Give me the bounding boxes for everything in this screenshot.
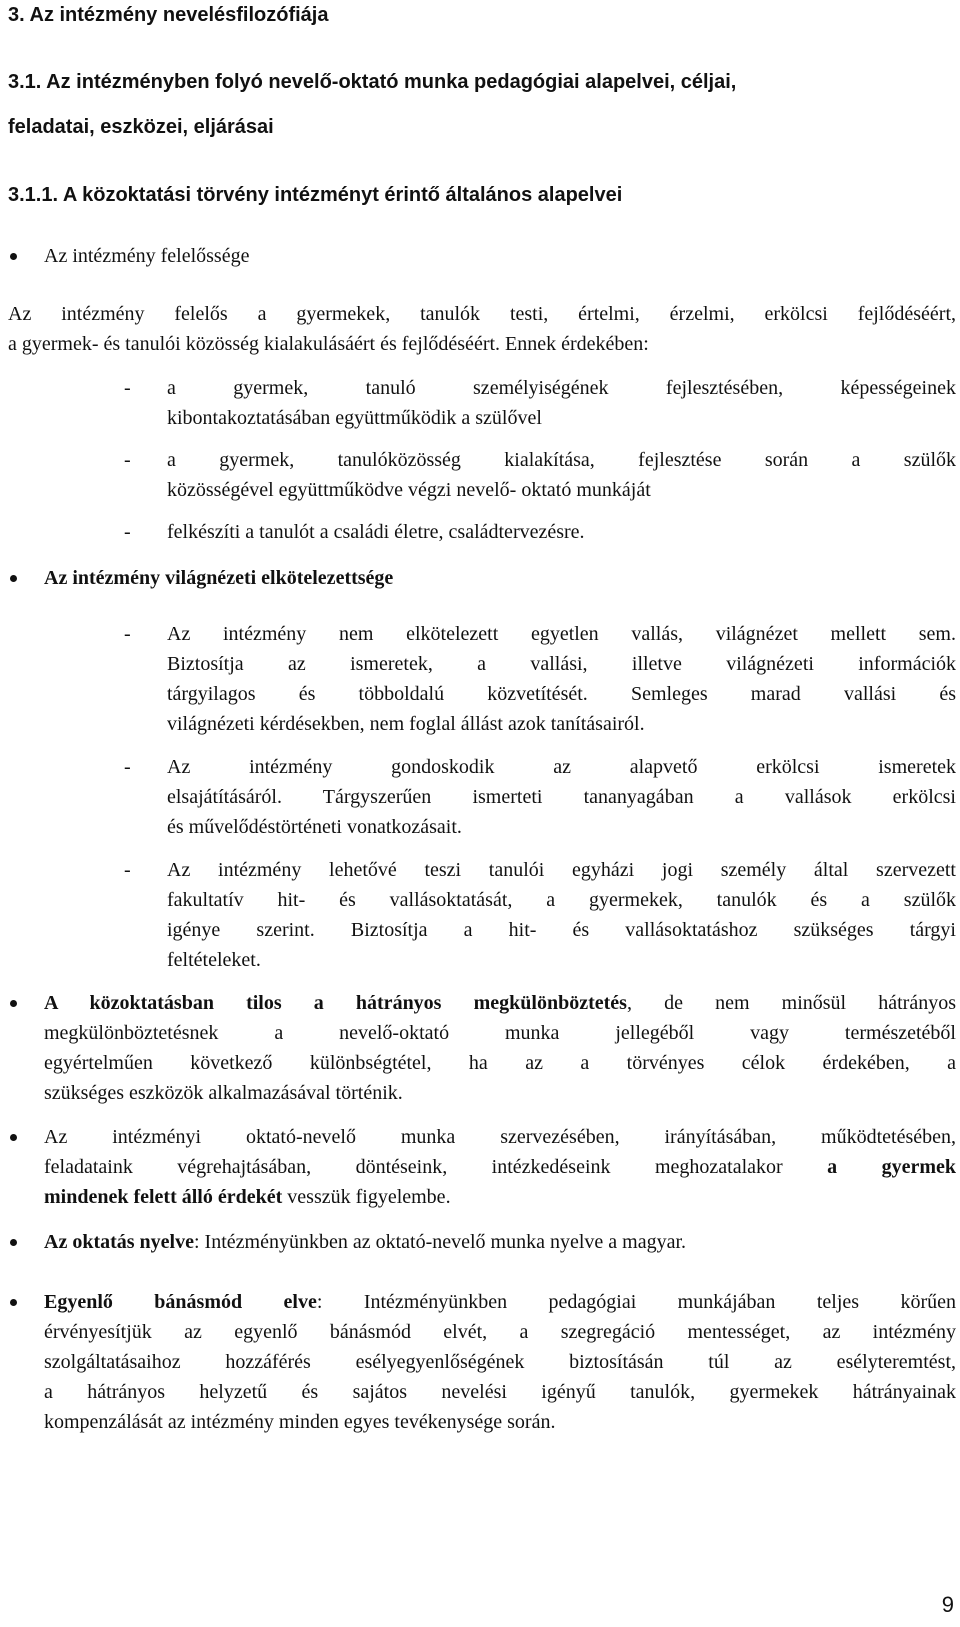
dash-item-text — [167, 619, 956, 739]
emphasis: a gyermek — [827, 1156, 956, 1178]
emphasis: Egyenlő bánásmód elve — [44, 1291, 317, 1313]
item-line: Az intézmény lehetővé teszi tanulói egyházi jogi személy által szervezett — [167, 859, 956, 881]
dash-item-text — [167, 855, 956, 975]
bullet-title: Az intézmény felelőssége — [44, 245, 250, 267]
dash-item-text — [167, 373, 956, 433]
paragraph-line: Az intézményi oktató-nevelő munka szervezésében, irányításában, működtetésében, — [44, 1126, 956, 1148]
paragraph-line: szükséges eszközök alkalmazásával történik. — [44, 1082, 403, 1104]
heading-level-1: 3. Az intézmény nevelésfilozófiája — [8, 4, 329, 26]
text-run: : Intézményünkben pedagógiai munkájában teljes körűen — [316, 1291, 956, 1313]
paragraph-line: a gyermek- és tanulói közösség kialakulásáért és fejlődéséért. Ennek érdekében: — [8, 333, 649, 355]
item-line: a gyermek, tanuló személyiségének fejlesztésében, képességeinek — [167, 377, 956, 399]
item-line: Az intézmény nem elkötelezett egyetlen vallás, világnézet mellett sem. — [167, 623, 956, 645]
item-line: feltételeket. — [167, 949, 261, 971]
bullet-dot-icon — [10, 1134, 17, 1141]
dash-marker: - — [124, 449, 131, 471]
dash-item-text — [167, 752, 956, 842]
paragraph-line: érvényesítjük az egyenlő bánásmód elvét, a szegregáció mentességet, az intézmény — [44, 1321, 956, 1343]
paragraph-line — [44, 988, 956, 1018]
dash-marker: - — [124, 521, 131, 543]
paragraph-line: a hátrányos helyzetű és sajátos nevelési igényű tanulók, gyermekek hátrányainak — [44, 1381, 956, 1403]
item-line: és művelődéstörténeti vonatkozásait. — [167, 816, 462, 838]
page-number: 9 — [941, 1592, 954, 1617]
paragraph-line: egyértelműen következő különbségtétel, ha az a törvényes célok érdekében, a — [44, 1052, 956, 1074]
paragraph-line — [44, 1227, 956, 1257]
paragraph-line: kompenzálását az intézmény minden egyes tevékenysége során. — [44, 1411, 556, 1433]
dash-marker: - — [124, 756, 131, 778]
dash-item-text — [167, 517, 956, 547]
bullet-dot-icon — [10, 1239, 17, 1246]
paragraph-line: megkülönböztetésnek a nevelő-oktató munka jellegéből vagy természetéből — [44, 1022, 956, 1044]
dash-marker: - — [124, 377, 131, 399]
item-line: igénye szerint. Biztosítja a hit- és vallásoktatáshoz szükséges tárgyi — [167, 919, 956, 941]
item-line: elsajátításáról. Tárgyszerűen ismerteti tananyagában a vallások erkölcsi — [167, 786, 956, 808]
heading-level-2-line-1: 3.1. Az intézményben folyó nevelő-oktató munka pedagógiai alapelvei, céljai, — [8, 71, 737, 93]
heading-level-2-line-2: feladatai, eszközei, eljárásai — [8, 116, 274, 138]
item-line: Az intézmény gondoskodik az alapvető erkölcsi ismeretek — [167, 756, 956, 778]
emphasis: A közoktatásban tilos a hátrányos megkülönböztetés — [44, 992, 627, 1014]
emphasis: mindenek felett álló érdekét — [44, 1186, 283, 1208]
text-run: , de nem minősül hátrányos — [626, 992, 956, 1014]
dash-marker: - — [124, 859, 131, 881]
item-line: kibontakoztatásában együttműködik a szülővel — [167, 407, 542, 429]
text-run: vesszük figyelembe. — [282, 1186, 451, 1208]
item-line: közösségével együttműködve végzi nevelő- oktató munkáját — [167, 479, 651, 501]
emphasis: Az oktatás nyelve — [44, 1231, 194, 1253]
paragraph-line — [44, 1152, 956, 1182]
dash-item-text — [167, 445, 956, 505]
item-line: tárgyilagos és többoldalú közvetítését. Semleges marad vallási és — [167, 683, 956, 705]
paragraph-line — [44, 1287, 956, 1317]
item-line: a gyermek, tanulóközösség kialakítása, fejlesztése során a szülők — [167, 449, 956, 471]
bullet-dot-icon — [10, 1299, 17, 1306]
text-run: : Intézményünkben az oktató-nevelő munka nyelve a magyar. — [193, 1231, 687, 1253]
responsibility-paragraph — [8, 299, 956, 359]
dash-marker: - — [124, 623, 131, 645]
bullet-title: Az intézmény világnézeti elkötelezettsége — [44, 567, 394, 589]
paragraph-line — [44, 1182, 956, 1212]
paragraph-line: Az intézmény felelős a gyermekek, tanulók testi, értelmi, érzelmi, erkölcsi fejlődéséért, — [8, 303, 956, 325]
item-line: felkészíti a tanulót a családi életre, családtervezésre. — [167, 521, 585, 543]
item-line: Biztosítja az ismeretek, a vallási, illetve világnézeti információk — [167, 653, 956, 675]
bullet-dot-icon — [10, 1000, 17, 1007]
bullet-dot-icon — [10, 253, 17, 260]
text-run: feladataink végrehajtásában, döntéseink, intézkedéseink meghozatalakor — [44, 1156, 828, 1178]
bullet-text — [44, 1122, 956, 1212]
bullet-dot-icon — [10, 575, 17, 582]
bullet-text — [44, 1227, 956, 1257]
item-line: világnézeti kérdésekben, nem foglal állást azok tanításairól. — [167, 713, 645, 735]
item-line: fakultatív hit- és vallásoktatását, a gyermekek, tanulók és a szülők — [167, 889, 956, 911]
bullet-text — [44, 1287, 956, 1437]
bullet-text — [44, 988, 956, 1108]
heading-level-3: 3.1.1. A közoktatási törvény intézményt érintő általános alapelvei — [8, 184, 623, 206]
paragraph-line: szolgáltatásaihoz hozzáférés esélyegyenlőségének biztosításán túl az esélyteremtést, — [44, 1351, 956, 1373]
